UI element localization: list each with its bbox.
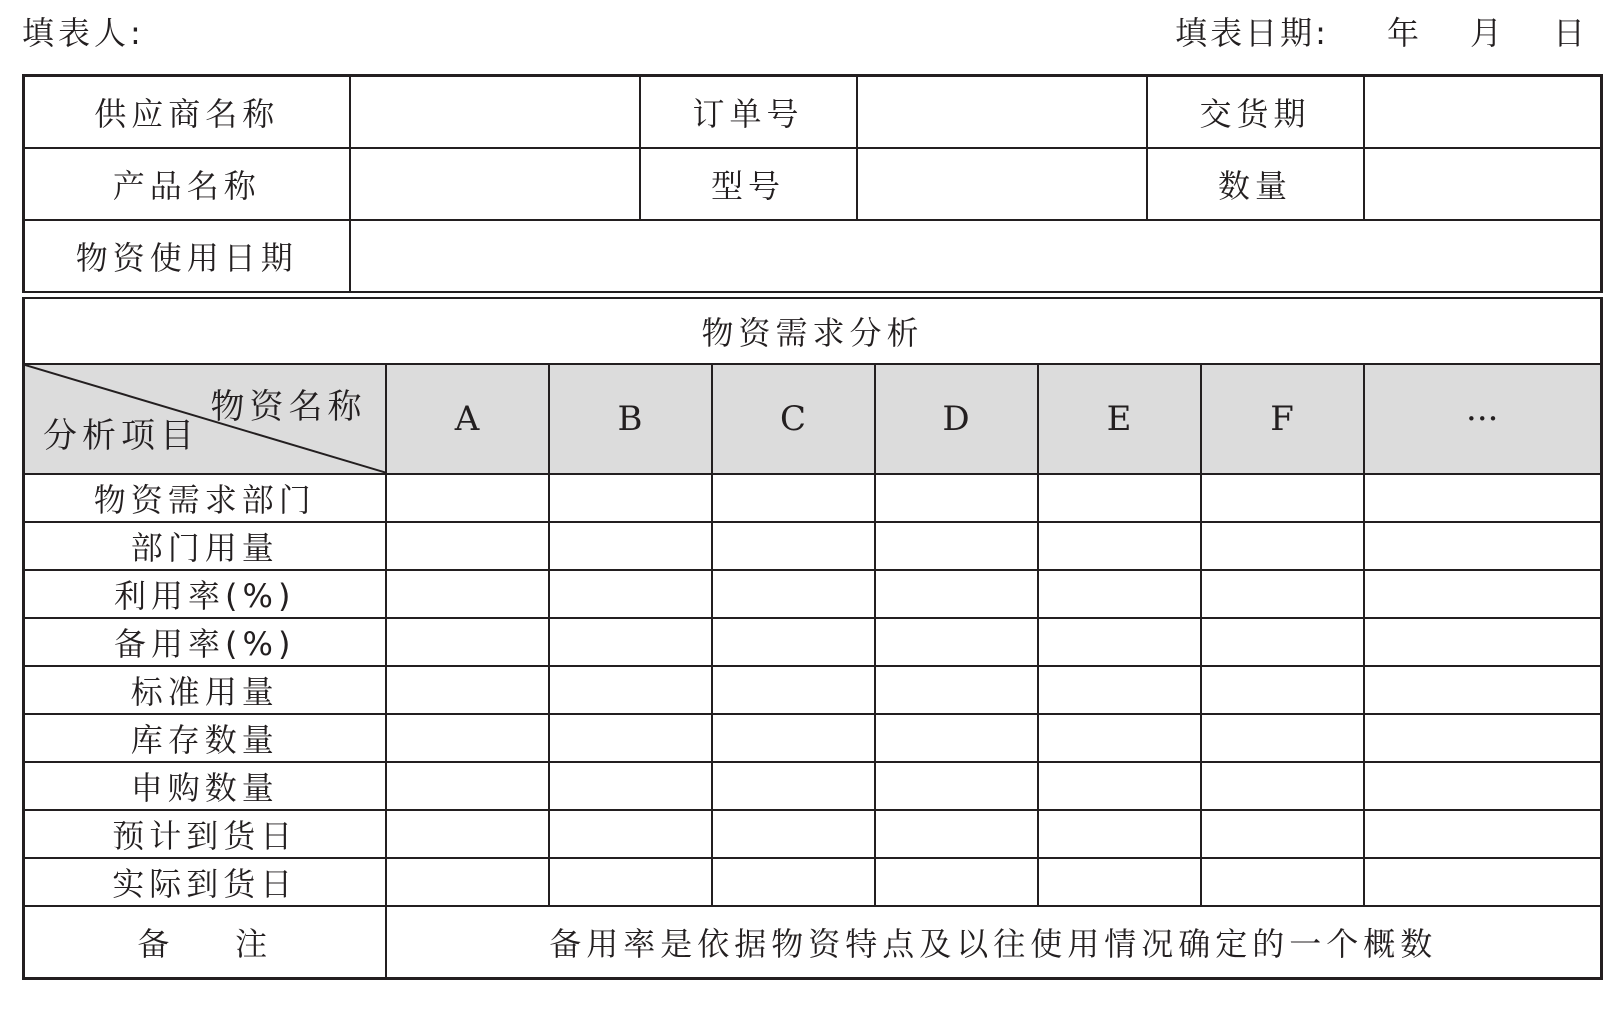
column-header: A [386, 364, 549, 474]
data-cell[interactable] [549, 474, 712, 522]
data-cell[interactable] [1364, 522, 1602, 570]
row-label: 标准用量 [24, 666, 386, 714]
data-cell[interactable] [1038, 858, 1201, 906]
data-cell[interactable] [1364, 858, 1602, 906]
data-cell[interactable] [1038, 666, 1201, 714]
data-cell[interactable] [1201, 618, 1364, 666]
month-label: 月 [1469, 14, 1505, 52]
data-cell[interactable] [1364, 714, 1602, 762]
data-cell[interactable] [712, 522, 875, 570]
row-label: 申购数量 [24, 762, 386, 810]
analysis-title: 物资需求分析 [24, 298, 1602, 364]
data-cell[interactable] [1038, 810, 1201, 858]
data-cell[interactable] [386, 570, 549, 618]
table-row [24, 522, 1602, 570]
data-cell[interactable] [549, 522, 712, 570]
data-cell[interactable] [386, 762, 549, 810]
product-name-label: 产品名称 [24, 148, 350, 220]
filler-label: 填表人: [22, 14, 145, 52]
fill-date [1175, 8, 1588, 54]
data-cell[interactable] [1364, 618, 1602, 666]
data-cell[interactable] [549, 666, 712, 714]
data-cell[interactable] [386, 666, 549, 714]
data-cell[interactable] [549, 714, 712, 762]
data-cell[interactable] [1038, 618, 1201, 666]
data-cell[interactable] [549, 570, 712, 618]
row-label: 物资需求部门 [24, 474, 386, 522]
fill-date-label: 填表日期: [1175, 14, 1329, 52]
data-cell[interactable] [712, 618, 875, 666]
row-label: 备用率(%) [24, 618, 386, 666]
data-cell[interactable] [386, 714, 549, 762]
data-cell[interactable] [875, 810, 1038, 858]
data-cell[interactable] [875, 618, 1038, 666]
analysis-item-header: 分析项目 [43, 416, 199, 456]
supplier-name-label: 供应商名称 [24, 76, 350, 149]
column-header: E [1038, 364, 1201, 474]
column-header: B [549, 364, 712, 474]
data-cell[interactable] [1201, 714, 1364, 762]
analysis-table [22, 297, 1603, 980]
row-label: 利用率(%) [24, 570, 386, 618]
quantity-label: 数量 [1147, 148, 1364, 220]
order-info-table [22, 74, 1603, 293]
data-cell[interactable] [1201, 570, 1364, 618]
data-cell[interactable] [875, 666, 1038, 714]
column-header: C [712, 364, 875, 474]
data-cell[interactable] [712, 810, 875, 858]
data-cell[interactable] [1364, 762, 1602, 810]
product-name-field[interactable] [350, 148, 640, 220]
model-field[interactable] [857, 148, 1147, 220]
quantity-field[interactable] [1364, 148, 1602, 220]
data-cell[interactable] [549, 762, 712, 810]
data-cell[interactable] [1201, 666, 1364, 714]
data-cell[interactable] [875, 858, 1038, 906]
data-cell[interactable] [1038, 522, 1201, 570]
data-cell[interactable] [386, 810, 549, 858]
data-cell[interactable] [712, 762, 875, 810]
data-cell[interactable] [712, 714, 875, 762]
remark-text: 备用率是依据物资特点及以往使用情况确定的一个概数 [386, 906, 1602, 979]
data-cell[interactable] [875, 474, 1038, 522]
data-cell[interactable] [712, 858, 875, 906]
day-label: 日 [1552, 14, 1588, 52]
data-cell[interactable] [875, 522, 1038, 570]
data-cell[interactable] [549, 810, 712, 858]
data-cell[interactable] [1201, 522, 1364, 570]
model-label: 型号 [640, 148, 857, 220]
data-cell[interactable] [1364, 810, 1602, 858]
data-cell[interactable] [549, 618, 712, 666]
data-cell[interactable] [549, 858, 712, 906]
row-label: 实际到货日 [24, 858, 386, 906]
table-row [24, 762, 1602, 810]
order-no-field[interactable] [857, 76, 1147, 149]
table-row [24, 570, 1602, 618]
data-cell[interactable] [386, 474, 549, 522]
data-cell[interactable] [386, 618, 549, 666]
data-cell[interactable] [1201, 762, 1364, 810]
usage-date-label: 物资使用日期 [24, 220, 350, 292]
data-cell[interactable] [875, 762, 1038, 810]
data-cell[interactable] [1038, 474, 1201, 522]
data-cell[interactable] [1201, 474, 1364, 522]
data-cell[interactable] [386, 858, 549, 906]
data-cell[interactable] [712, 474, 875, 522]
data-cell[interactable] [712, 666, 875, 714]
column-header: F [1201, 364, 1364, 474]
data-cell[interactable] [1038, 762, 1201, 810]
data-cell[interactable] [875, 714, 1038, 762]
data-cell[interactable] [712, 570, 875, 618]
corner-header [24, 364, 386, 474]
data-cell[interactable] [1364, 570, 1602, 618]
table-row [24, 474, 1602, 522]
table-row [24, 858, 1602, 906]
material-name-header: 物资名称 [210, 387, 367, 427]
table-row [24, 666, 1602, 714]
column-header: ··· [1364, 364, 1602, 474]
data-cell[interactable] [1038, 570, 1201, 618]
data-cell[interactable] [1038, 714, 1201, 762]
data-cell[interactable] [1201, 858, 1364, 906]
order-no-label: 订单号 [640, 76, 857, 149]
row-label: 预计到货日 [24, 810, 386, 858]
data-cell[interactable] [875, 570, 1038, 618]
year-label: 年 [1386, 14, 1422, 52]
table-row [24, 618, 1602, 666]
data-cell[interactable] [1364, 666, 1602, 714]
row-label: 部门用量 [24, 522, 386, 570]
data-cell[interactable] [1364, 474, 1602, 522]
data-cell[interactable] [1201, 810, 1364, 858]
usage-date-field[interactable] [350, 220, 1602, 292]
table-row [24, 714, 1602, 762]
data-cell[interactable] [386, 522, 549, 570]
remark-label: 备 注 [24, 906, 386, 979]
supplier-name-field[interactable] [350, 76, 640, 149]
row-label: 库存数量 [24, 714, 386, 762]
table-row [24, 810, 1602, 858]
delivery-period-label: 交货期 [1147, 76, 1364, 149]
column-header: D [875, 364, 1038, 474]
delivery-period-field[interactable] [1364, 76, 1602, 149]
